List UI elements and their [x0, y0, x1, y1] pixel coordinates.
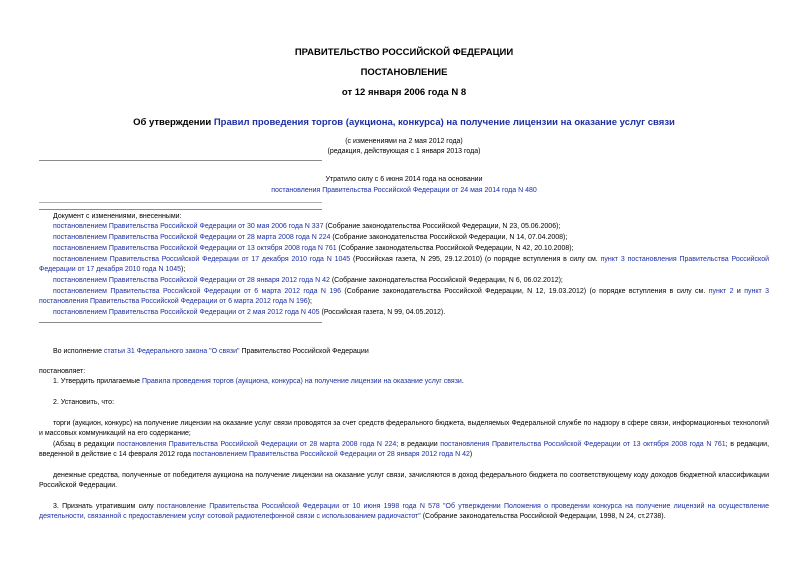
- amendment-item: [39, 255, 769, 276]
- amendment-link[interactable]: постановлением Правительства Российской Федерации от 28 января 2012 года N 42: [53, 277, 330, 284]
- clause-1: [39, 377, 769, 387]
- title-prefix: Об утверждении: [133, 117, 214, 128]
- edition-link[interactable]: постановления Правительства Российской Федерации от 13 октября 2008 года N 761: [440, 441, 726, 448]
- amendment-link[interactable]: постановлением Правительства Российской Федерации от 28 марта 2008 года N 224: [53, 234, 331, 241]
- document-type: ПОСТАНОВЛЕНИЕ: [360, 67, 448, 78]
- document-date: от 12 января 2006 года N 8: [341, 87, 467, 98]
- amendment-link[interactable]: постановлением Правительства Российской Федерации от 13 октября 2008 года N 761: [53, 245, 337, 252]
- amendment-link[interactable]: пункт 3 постановления Правительства Российской Федерации от 17 декабря 2010 года N 1045: [39, 256, 769, 274]
- clause-2-paragraph-1: торги (аукцион, конкурс) на получение лицензии на оказание услуг связи проводятся за счет средств федерального бюджета, выделяемых Федеральной службе по надзору в сфере связи, информационных технологий и массовых коммуникаций на его содержание;: [39, 420, 769, 438]
- amendment-source: );: [181, 266, 186, 274]
- amendment-item: [39, 287, 769, 308]
- amendment-source: (Российская газета, N 295, 29.12.2010) (о порядке вступления в силу см.: [350, 256, 601, 263]
- clause-1-suffix: .: [461, 378, 464, 385]
- amendment-item: [39, 244, 769, 254]
- amendment-link[interactable]: постановлением Правительства Российской Федерации от 2 мая 2012 года N 405: [53, 309, 320, 316]
- amendment-item: [39, 308, 769, 318]
- amendment-source: );: [307, 298, 312, 306]
- law-article-link[interactable]: статьи 31 Федерального закона "О связи": [103, 348, 240, 355]
- amendment-item: [39, 222, 769, 232]
- clause-2: 2. Установить, что:: [53, 399, 115, 406]
- clause-3-prefix: 3. Признать утратившим силу: [53, 503, 157, 510]
- edition-note: (редакция, действующая с 1 января 2013 года): [327, 148, 481, 155]
- edition-link[interactable]: постановления Правительства Российской Федерации от 28 марта 2008 года N 224: [117, 441, 397, 448]
- expired-decree-link[interactable]: постановления Правительства Российской Федерации от 24 мая 2014 года N 480: [271, 187, 537, 194]
- amendment-link[interactable]: пункт 2: [708, 288, 734, 295]
- amendment-link[interactable]: постановлением Правительства Российской Федерации от 6 марта 2012 года N 196: [53, 288, 342, 295]
- amendment-source: (Собрание законодательства Российской Федерации, N 12, 19.03.2012) (о порядке вступления в силу см.: [341, 288, 709, 295]
- edition-text: ; в редакции, введенной в действие с 14 февраля 2012 года: [39, 441, 770, 459]
- document-title: [39, 117, 769, 128]
- resolves: постановляет:: [39, 368, 86, 375]
- clause-3: [39, 502, 769, 523]
- divider: [39, 160, 322, 161]
- amendment-source: (Собрание законодательства Российской Федерации, N 23, 05.06.2006);: [323, 223, 561, 230]
- government-heading: ПРАВИТЕЛЬСТВО РОССИЙСКОЙ ФЕДЕРАЦИИ: [294, 47, 514, 58]
- amendment-link[interactable]: постановлением Правительства Российской Федерации от 30 мая 2006 года N 337: [53, 223, 324, 230]
- preamble-prefix: Во исполнение: [53, 348, 104, 355]
- expired-note-link-line: [39, 186, 769, 196]
- amendments-intro: Документ с изменениями, внесенными:: [53, 213, 182, 220]
- edition-text: ; в редакции: [396, 441, 441, 448]
- clause-2-paragraph-2: денежные средства, полученные от победителя аукциона на получение лицензии на оказание услуг связи, зачисляются в доход федерального бюджета по соответствующему коду доходов бюджетной классификации Российской Федерации.: [39, 472, 769, 490]
- amendment-source: (Собрание законодательства Российской Федерации, N 14, 07.04.2008);: [330, 234, 568, 241]
- amendment-link[interactable]: постановлением Правительства Российской Федерации от 17 декабря 2010 года N 1045: [53, 256, 351, 263]
- edition-text: (Абзац в редакции: [53, 441, 118, 448]
- amendment-source: (Собрание законодательства Российской Федерации, N 42, 20.10.2008);: [336, 245, 574, 252]
- divider: [39, 322, 322, 323]
- title-rules-link[interactable]: Правил проведения торгов (аукциона, конкурса) на получение лицензии на оказание услуг связи: [213, 117, 675, 128]
- divider: [39, 209, 322, 210]
- edition-link[interactable]: постановлением Правительства Российской Федерации от 28 января 2012 года N 42: [193, 451, 470, 459]
- amendment-source: (Российская газета, N 99, 04.05.2012).: [319, 309, 446, 316]
- rules-link[interactable]: Правила проведения торгов (аукциона, конкурса) на получение лицензии на оказание услуг связи: [141, 378, 462, 385]
- amendment-item: [39, 233, 769, 243]
- amendment-source: и: [733, 288, 745, 295]
- amendment-item: [39, 276, 769, 286]
- divider: [39, 202, 322, 203]
- clause-1-prefix: 1. Утвердить прилагаемые: [53, 378, 142, 385]
- preamble-suffix: Правительство Российской Федерации: [239, 348, 369, 355]
- amendment-source: (Собрание законодательства Российской Федерации, N 6, 06.02.2012);: [329, 277, 563, 284]
- preamble: [39, 347, 769, 357]
- clause-3-suffix: (Собрание законодательства Российской Федерации, 1998, N 24, ст.2738).: [420, 513, 666, 521]
- edition-text: ): [469, 451, 473, 459]
- clause-2-edition-note: [39, 440, 769, 461]
- changes-note: (с изменениями на 2 мая 2012 года): [345, 138, 463, 145]
- expired-note: Утратило силу с 6 июня 2014 года на основании: [325, 176, 483, 183]
- repealed-decree-link[interactable]: постановление Правительства Российской Федерации от 10 июня 1998 года N 578 "Об утверждении Положения о проведении конкурса на получение лицензий на осуществление деятельности, связанной с предоставлением услуг сотовой радиотелефонной связи с использованием радиочастот": [39, 503, 769, 521]
- amendment-link[interactable]: пункт 3 постановления Правительства Российской Федерации от 6 марта 2012 года N 196: [39, 288, 769, 306]
